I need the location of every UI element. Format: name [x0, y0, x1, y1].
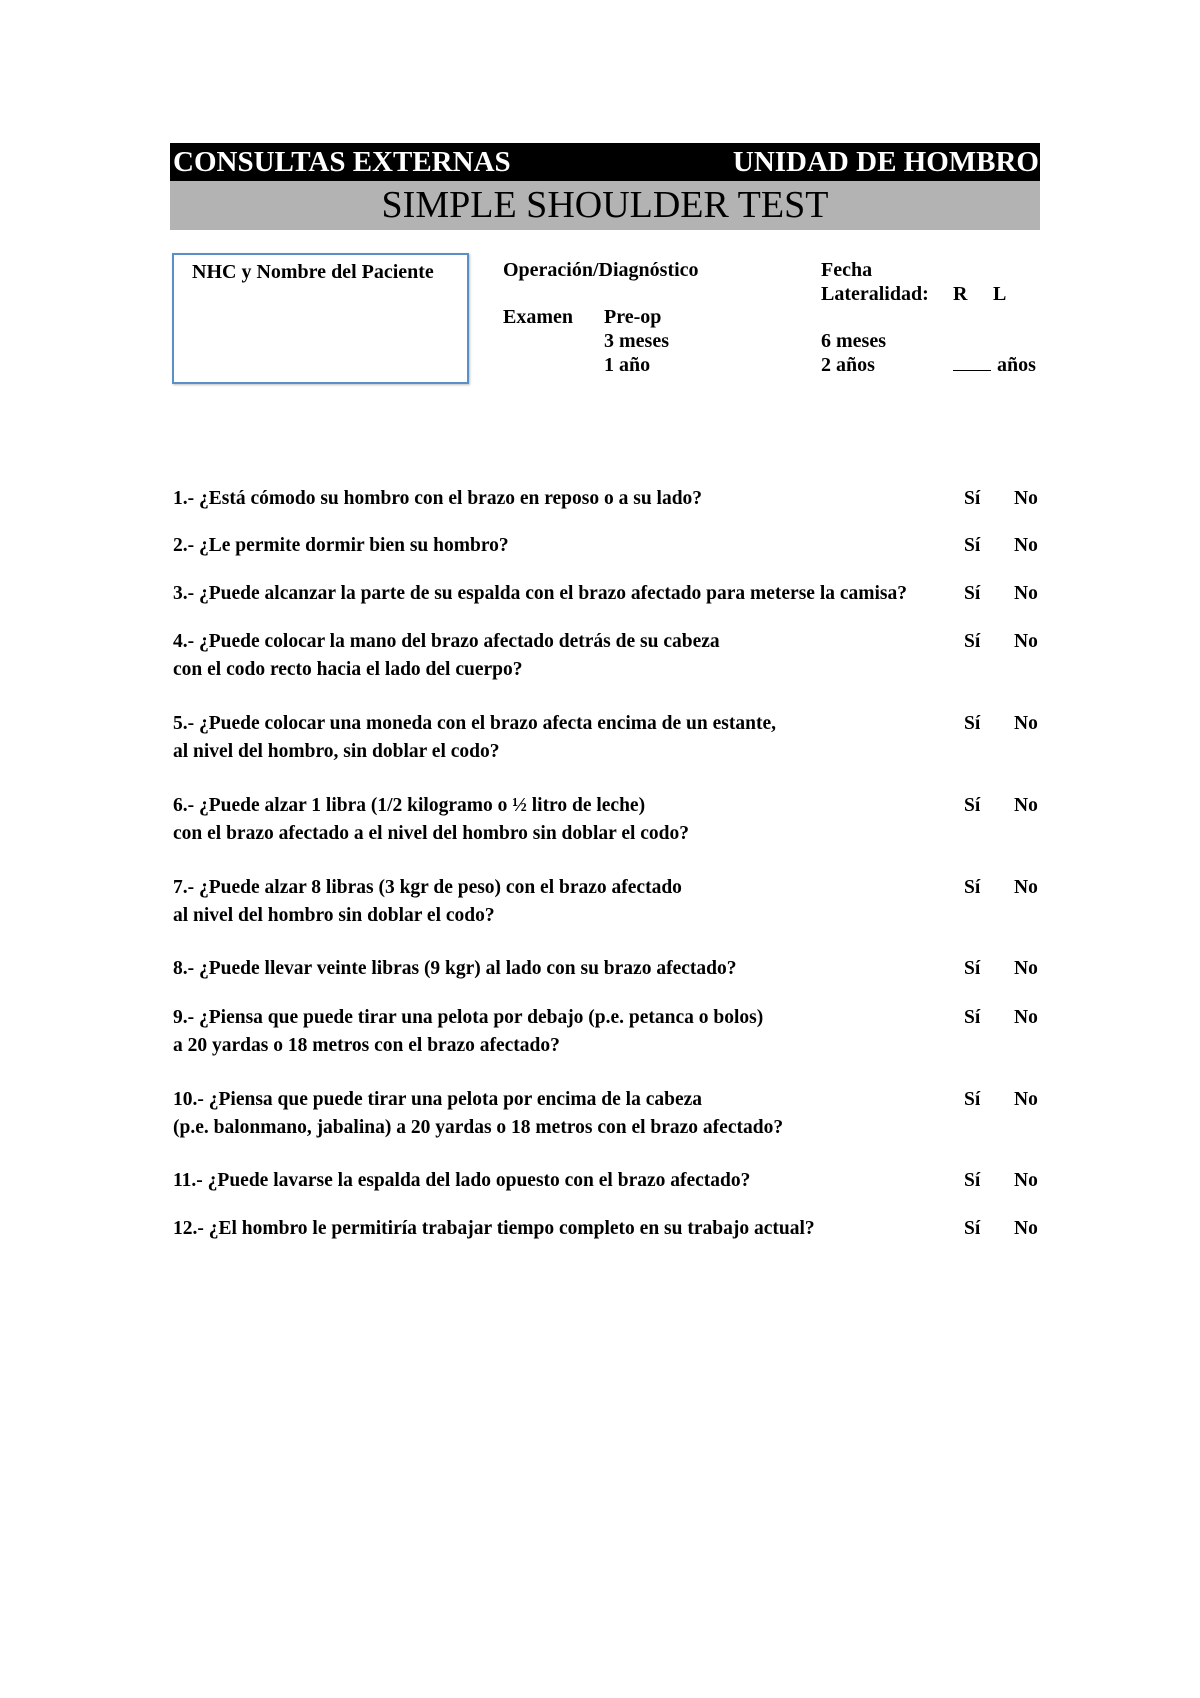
no-option-12[interactable]: No — [1014, 1218, 1038, 1239]
lateralidad-label: Lateralidad: — [821, 283, 929, 305]
no-option-2[interactable]: No — [1014, 535, 1038, 556]
examen-label: Examen — [503, 306, 573, 328]
lateralidad-left-option[interactable]: L — [993, 283, 1007, 305]
yes-option-6[interactable]: Sí — [964, 795, 981, 816]
operacion-label: Operación/Diagnóstico — [503, 259, 699, 281]
yes-option-9[interactable]: Sí — [964, 1007, 981, 1028]
no-option-9[interactable]: No — [1014, 1007, 1038, 1028]
no-option-1[interactable]: No — [1014, 488, 1038, 509]
lateralidad-right-option[interactable]: R — [953, 283, 968, 305]
yes-option-7[interactable]: Sí — [964, 877, 981, 898]
yes-option-1[interactable]: Sí — [964, 488, 981, 509]
question-12: 12.- ¿El hombro le permitiría trabajar tiempo completo en su trabajo actual? — [173, 1218, 815, 1239]
yes-option-3[interactable]: Sí — [964, 583, 981, 604]
question-10: 10.- ¿Piensa que puede tirar una pelota por encima de la cabeza (p.e. balonmano, jabalina) a 20 yardas o 18 metros con el brazo afectado? — [173, 1089, 784, 1138]
yes-option-2[interactable]: Sí — [964, 535, 981, 556]
no-option-7[interactable]: No — [1014, 877, 1038, 898]
document-title: SIMPLE SHOULDER TEST — [170, 181, 1040, 230]
header-left-title: CONSULTAS EXTERNAS — [173, 146, 511, 178]
no-option-5[interactable]: No — [1014, 713, 1038, 734]
yes-option-4[interactable]: Sí — [964, 631, 981, 652]
patient-box[interactable] — [172, 253, 469, 384]
fecha-label: Fecha — [821, 259, 873, 281]
question-3: 3.- ¿Puede alcanzar la parte de su espalda con el brazo afectado para meterse la camisa? — [173, 583, 908, 604]
exam-option-preop[interactable]: Pre-op — [604, 306, 662, 328]
anios-label: años — [997, 354, 1036, 376]
no-option-11[interactable]: No — [1014, 1170, 1038, 1191]
exam-option-6-meses[interactable]: 6 meses — [821, 330, 886, 352]
exam-option-1-anio[interactable]: 1 año — [604, 354, 651, 376]
question-9: 9.- ¿Piensa que puede tirar una pelota por debajo (p.e. petanca o bolos) a 20 yardas o 18 metros con el brazo afectado? — [173, 1007, 764, 1056]
no-option-8[interactable]: No — [1014, 958, 1038, 979]
question-2: 2.- ¿Le permite dormir bien su hombro? — [173, 535, 509, 556]
question-11: 11.- ¿Puede lavarse la espalda del lado opuesto con el brazo afectado? — [173, 1170, 751, 1191]
no-option-10[interactable]: No — [1014, 1089, 1038, 1110]
no-option-6[interactable]: No — [1014, 795, 1038, 816]
yes-option-12[interactable]: Sí — [964, 1218, 981, 1239]
question-4: 4.- ¿Puede colocar la mano del brazo afectado detrás de su cabeza con el codo recto hacia el lado del cuerpo? — [173, 631, 720, 680]
no-option-4[interactable]: No — [1014, 631, 1038, 652]
question-5: 5.- ¿Puede colocar una moneda con el brazo afecta encima de un estante, al nivel del hombro, sin doblar el codo? — [173, 713, 776, 762]
yes-option-10[interactable]: Sí — [964, 1089, 981, 1110]
no-option-3[interactable]: No — [1014, 583, 1038, 604]
question-6: 6.- ¿Puede alzar 1 libra (1/2 kilogramo o ½ litro de leche) con el brazo afectado a el nivel del hombro sin doblar el codo? — [173, 795, 690, 844]
years-blank[interactable] — [953, 370, 991, 371]
yes-option-5[interactable]: Sí — [964, 713, 981, 734]
question-7: 7.- ¿Puede alzar 8 libras (3 kgr de peso) con el brazo afectado al nivel del hombro sin doblar el codo? — [173, 877, 682, 926]
yes-option-8[interactable]: Sí — [964, 958, 981, 979]
exam-option-3-meses[interactable]: 3 meses — [604, 330, 669, 352]
yes-option-11[interactable]: Sí — [964, 1170, 981, 1191]
header-right-title: UNIDAD DE HOMBRO — [732, 146, 1039, 178]
patient-label: NHC y Nombre del Paciente — [192, 261, 434, 283]
exam-option-custom-anios[interactable] — [953, 354, 1036, 377]
exam-option-2-anios[interactable]: 2 años — [821, 354, 875, 376]
question-1: 1.- ¿Está cómodo su hombro con el brazo en reposo o a su lado? — [173, 488, 703, 509]
question-8: 8.- ¿Puede llevar veinte libras (9 kgr) al lado con su brazo afectado? — [173, 958, 737, 979]
